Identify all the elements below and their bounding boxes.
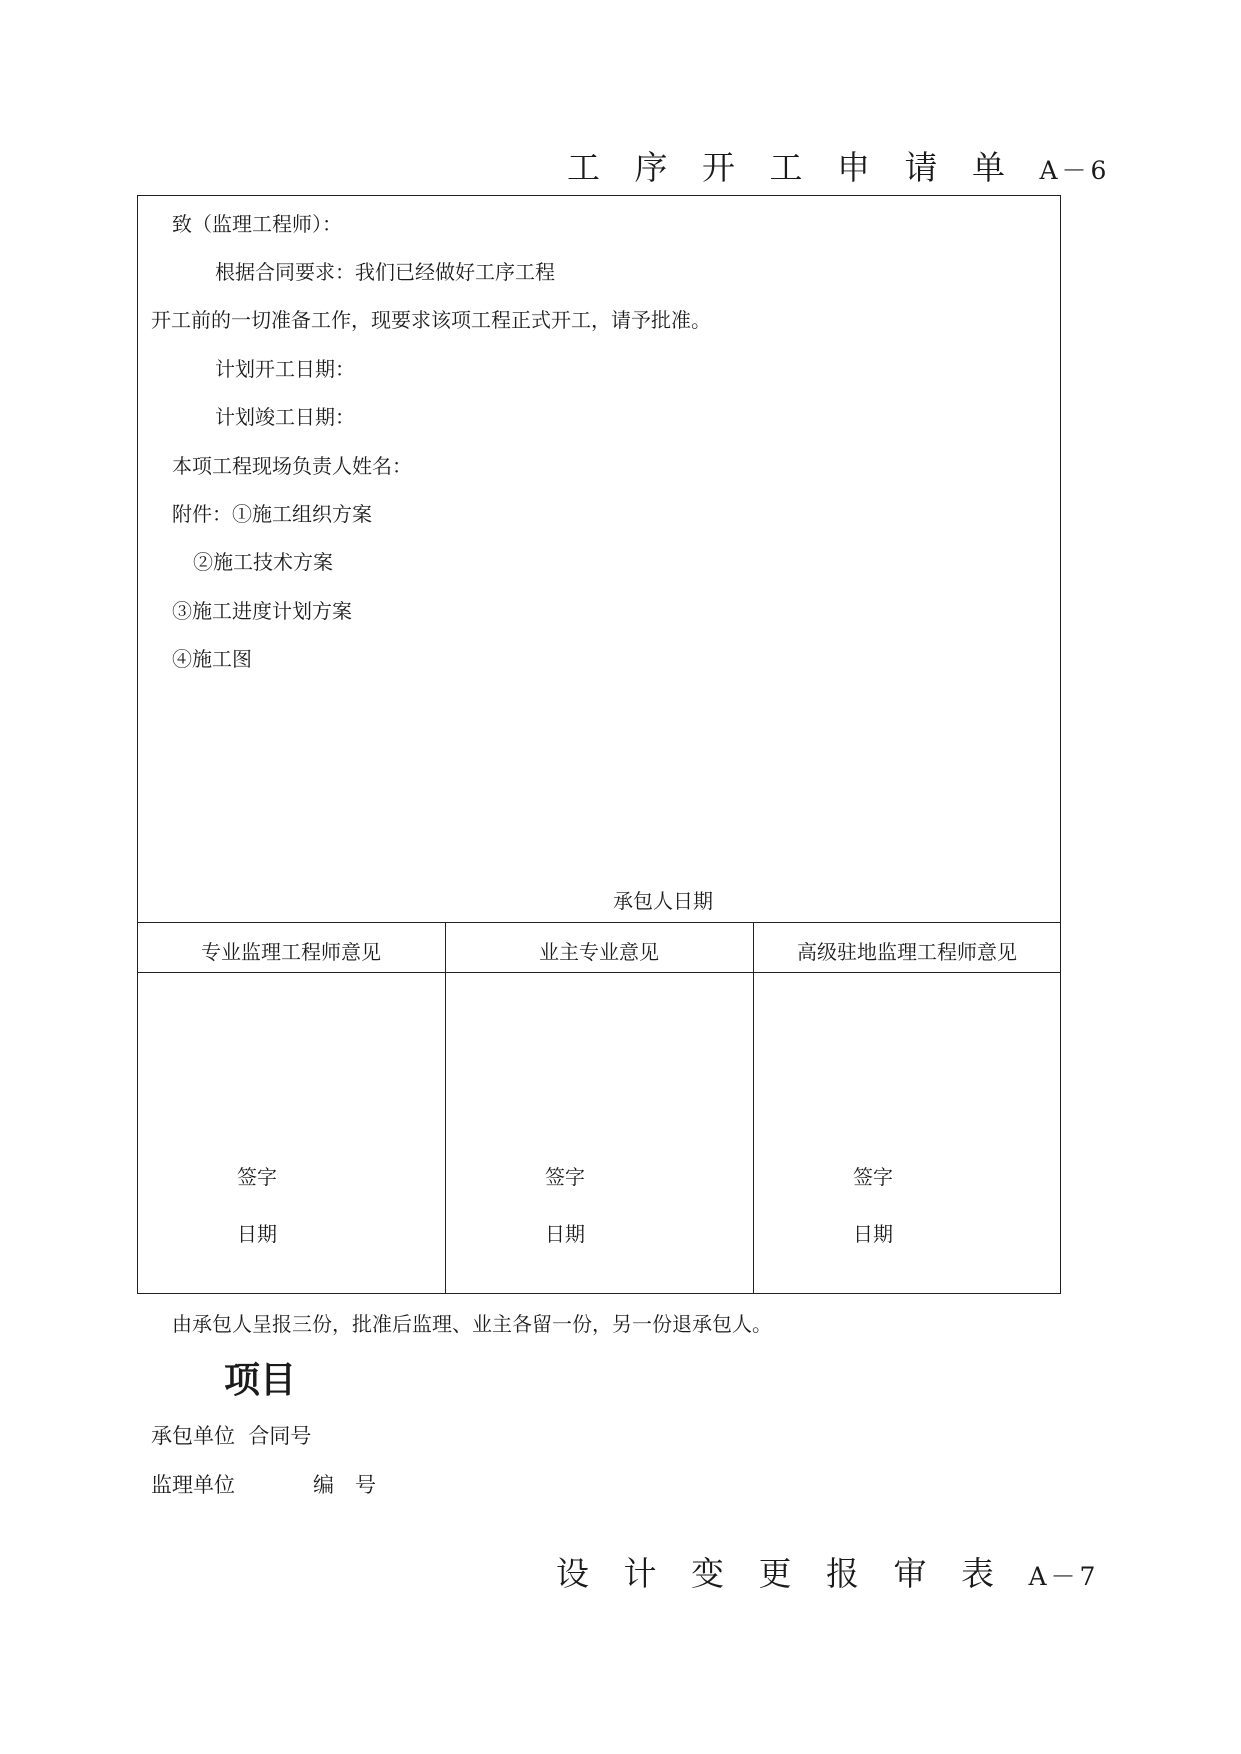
column-header-senior-supervisor: 高级驻地监理工程师意见 bbox=[797, 940, 1017, 964]
table-divider-header bbox=[137, 972, 1061, 973]
addressee: 致（监理工程师）： bbox=[172, 212, 342, 236]
column-header-owner: 业主专业意见 bbox=[539, 940, 659, 964]
next-form-title-text: 设 计 变 更 报 审 表 bbox=[556, 1554, 1006, 1593]
sign-label: 签字 bbox=[853, 1165, 893, 1189]
date-label: 日期 bbox=[237, 1222, 277, 1246]
attachment-3: ③施工进度计划方案 bbox=[172, 599, 352, 623]
site-manager-label: 本项工程现场负责人姓名： bbox=[172, 454, 412, 478]
form-title-text: 工 序 开 工 申 请 单 bbox=[567, 148, 1017, 187]
planned-start-label: 计划开工日期： bbox=[215, 357, 355, 381]
contractor-line: 承包单位 合同号 bbox=[151, 1424, 312, 1448]
sign-label: 签字 bbox=[545, 1165, 585, 1189]
project-title: 项目 bbox=[224, 1360, 297, 1401]
column-header-supervisor: 专业监理工程师意见 bbox=[201, 940, 381, 964]
planned-end-label: 计划竣工日期： bbox=[215, 405, 355, 429]
table-column-divider-1 bbox=[445, 922, 446, 1294]
table-column-divider-2 bbox=[753, 922, 754, 1294]
footnote: 由承包人呈报三份，批准后监理、业主各留一份，另一份退承包人。 bbox=[172, 1312, 772, 1336]
request-line-2: 开工前的一切准备工作，现要求该项工程正式开工，请予批准。 bbox=[151, 308, 711, 332]
attachment-1: 附件：①施工组织方案 bbox=[172, 502, 372, 526]
sign-label: 签字 bbox=[237, 1165, 277, 1189]
form-code: A－6 bbox=[1039, 156, 1111, 185]
next-form-code: A－7 bbox=[1028, 1562, 1100, 1591]
contractor-date: 承包人日期 bbox=[613, 889, 713, 913]
next-form-title bbox=[556, 1548, 1099, 1595]
date-label: 日期 bbox=[853, 1222, 893, 1246]
attachment-2: ②施工技术方案 bbox=[193, 550, 333, 574]
date-label: 日期 bbox=[545, 1222, 585, 1246]
attachment-4: ④施工图 bbox=[172, 647, 252, 671]
table-divider-top bbox=[137, 922, 1061, 923]
request-line-1: 根据合同要求：我们已经做好工序工程 bbox=[215, 260, 555, 284]
number-label: 编 号 bbox=[313, 1473, 376, 1497]
supervisor-label: 监理单位 bbox=[151, 1473, 235, 1497]
form-title bbox=[567, 142, 1110, 189]
